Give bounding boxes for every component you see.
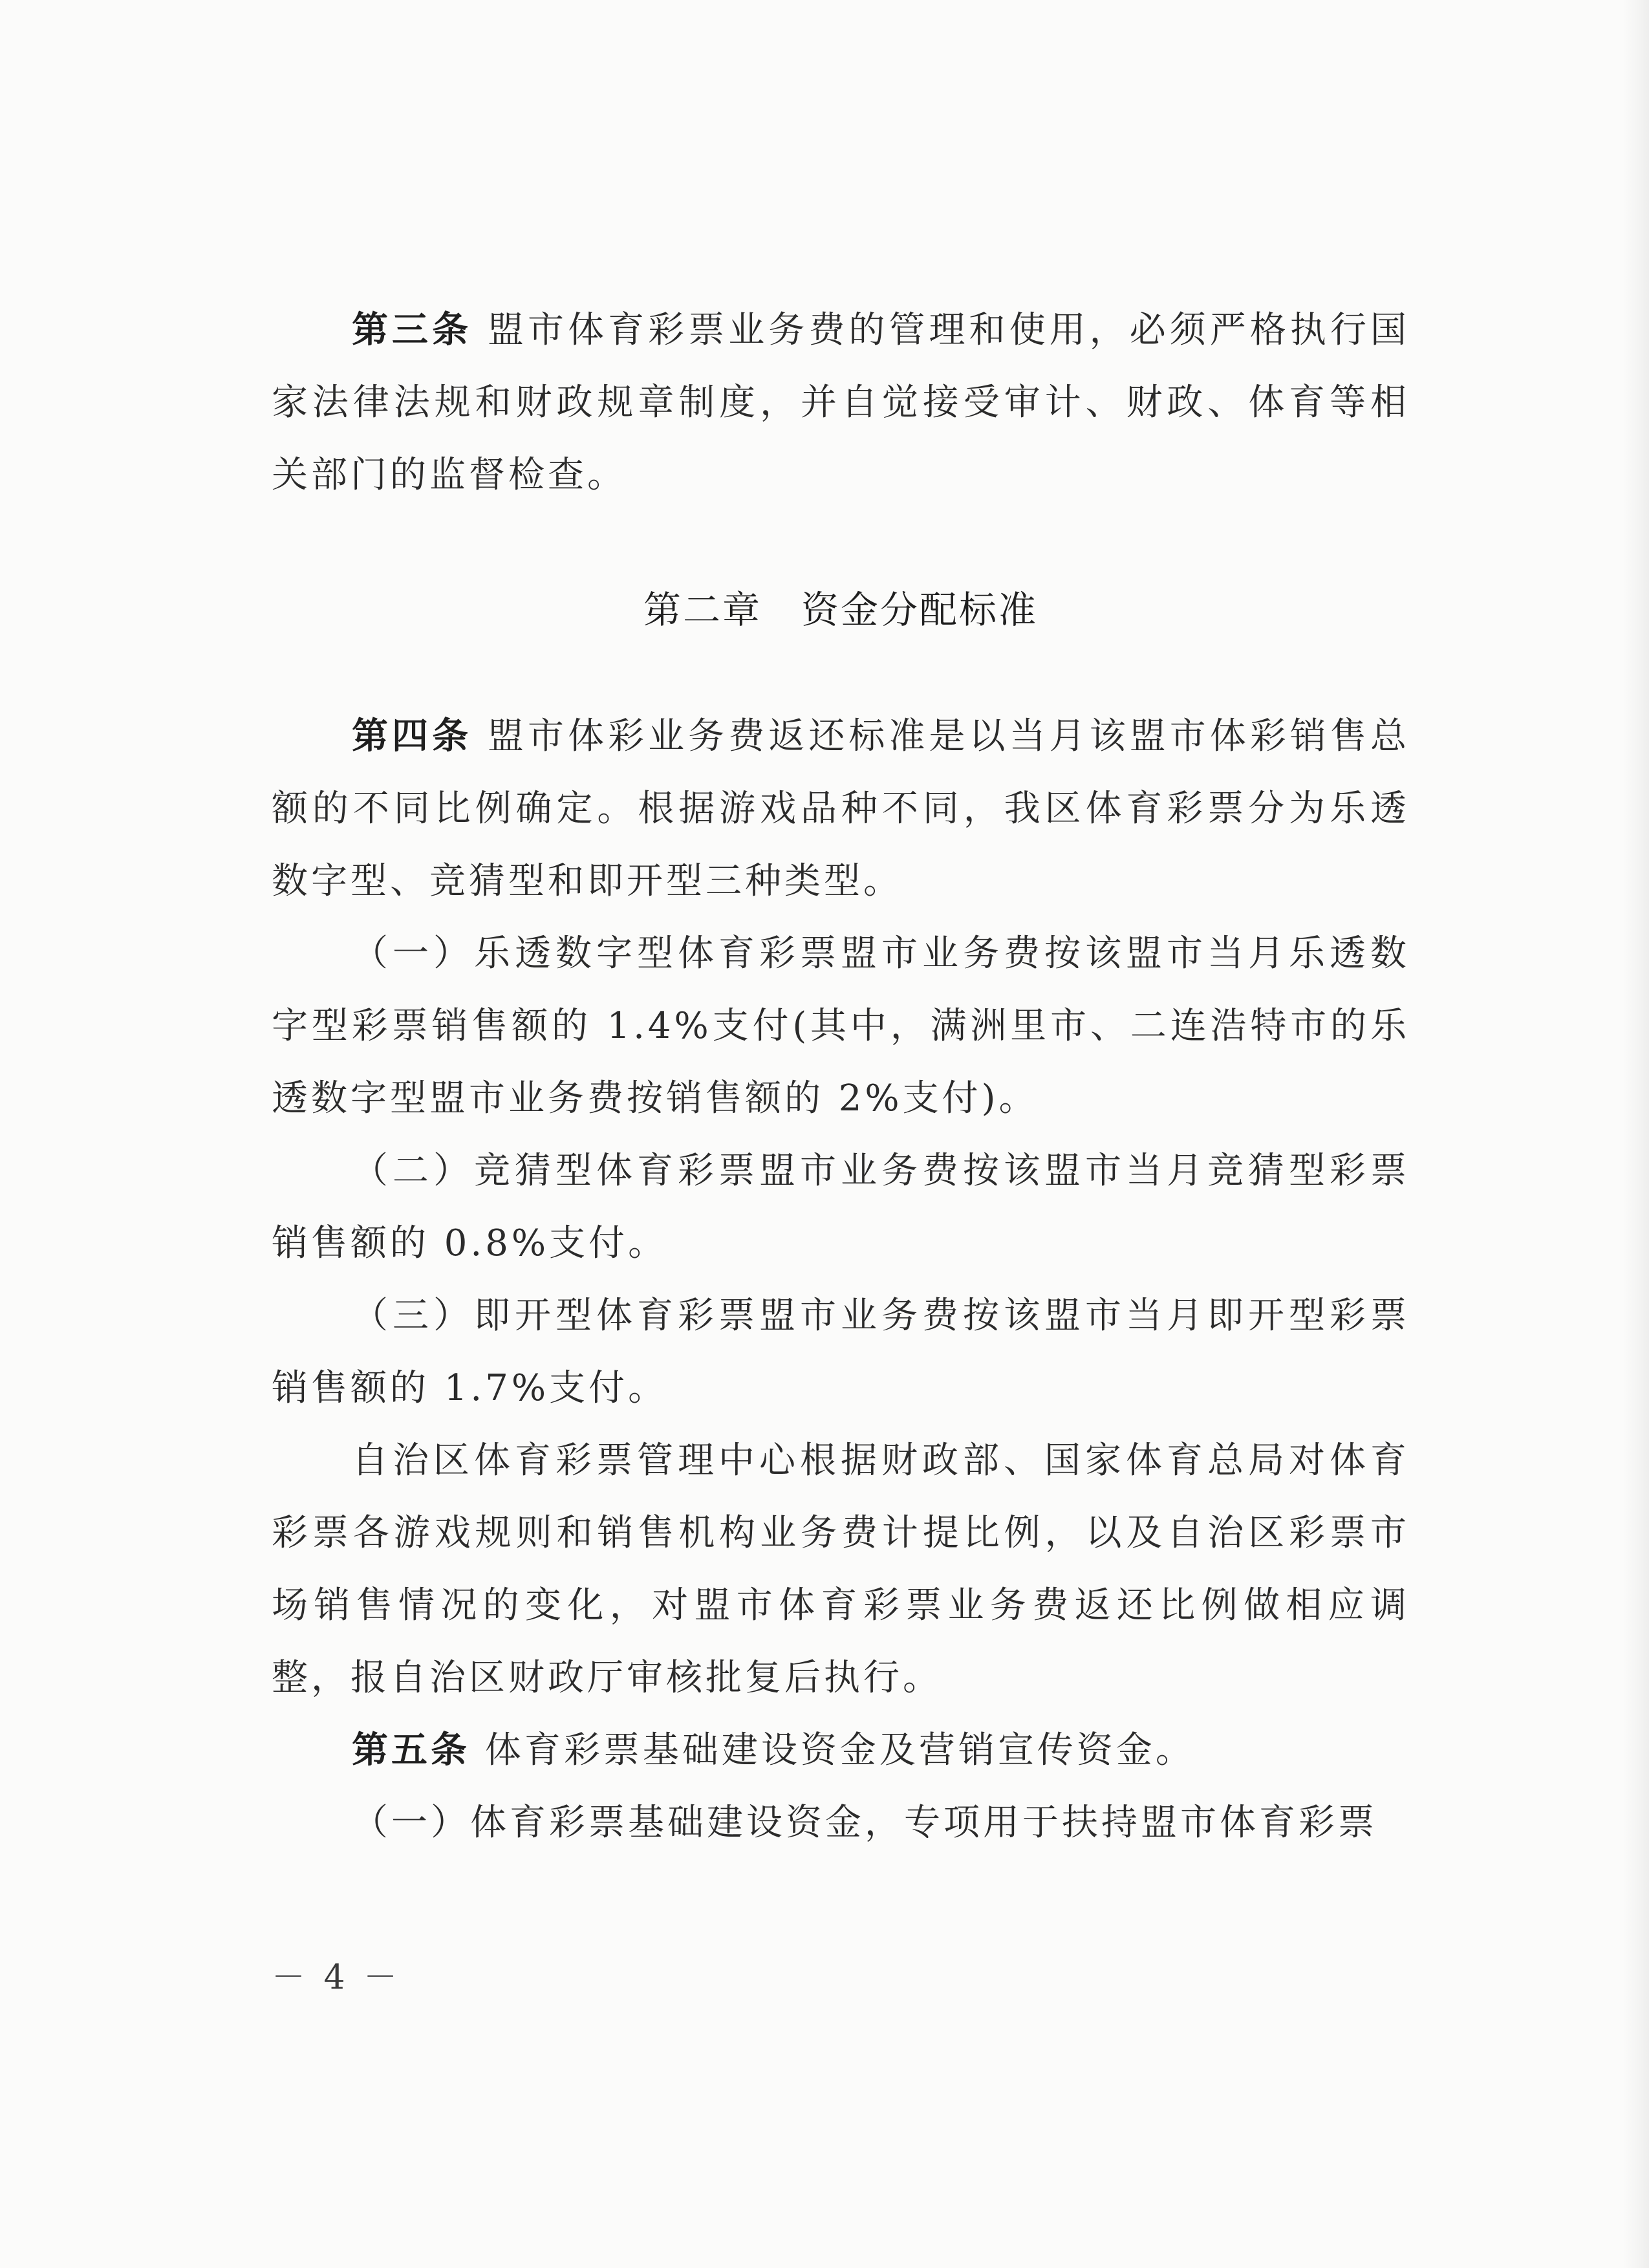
article-4-label: 第四条: [352, 715, 473, 757]
article-4-text: 盟市体彩业务费返还标准是以当月该盟市体彩销售总额的不同比例确定。根据游戏品种不同，我区体育彩票分为乐透数字型、竞猜型和即开型三种类型。: [272, 715, 1410, 902]
article-3-paragraph: [272, 294, 1410, 512]
article-3-text: 盟市体育彩票业务费的管理和使用，必须严格执行国家法律法规和财政规章制度，并自觉接受审计、财政、体育等相关部门的监督检查。: [272, 309, 1410, 496]
article-5-paragraph: [272, 1714, 1410, 1787]
article-5-label: 第五条: [352, 1729, 470, 1771]
scan-edge-shadow: [1623, 0, 1649, 2268]
chapter-2-title: 第二章 资金分配标准: [643, 588, 1038, 632]
article-5-item-1: （一）体育彩票基础建设资金，专项用于扶持盟市体育彩票: [352, 1802, 1377, 1844]
article-4-adjustment: 自治区体育彩票管理中心根据财政部、国家体育总局对体育彩票各游戏规则和销售机构业务费计提比例，以及自治区彩票市场销售情况的变化，对盟市体育彩票业务费返还比例做相应调整，报自治区财政厅审核批复后执行。: [272, 1440, 1410, 1699]
article-4-item-3: （三）即开型体育彩票盟市业务费按该盟市当月即开型彩票销售额的 1.7%支付。: [272, 1295, 1410, 1409]
article-4-paragraph: [272, 700, 1410, 918]
article-5-text: 体育彩票基础建设资金及营销宣传资金。: [484, 1729, 1195, 1771]
page-number: － 4 －: [272, 1958, 402, 1997]
article-4-item-1: （一）乐透数字型体育彩票盟市业务费按该盟市当月乐透数字型彩票销售额的 1.4%支付(其中，满洲里市、二连浩特市的乐透数字型盟市业务费按销售额的 2%支付)。: [272, 933, 1410, 1119]
article-4-item-2: （二）竞猜型体育彩票盟市业务费按该盟市当月竞猜型彩票销售额的 0.8%支付。: [272, 1150, 1410, 1264]
document-body: [272, 294, 1410, 1859]
article-3-label: 第三条: [352, 309, 473, 351]
